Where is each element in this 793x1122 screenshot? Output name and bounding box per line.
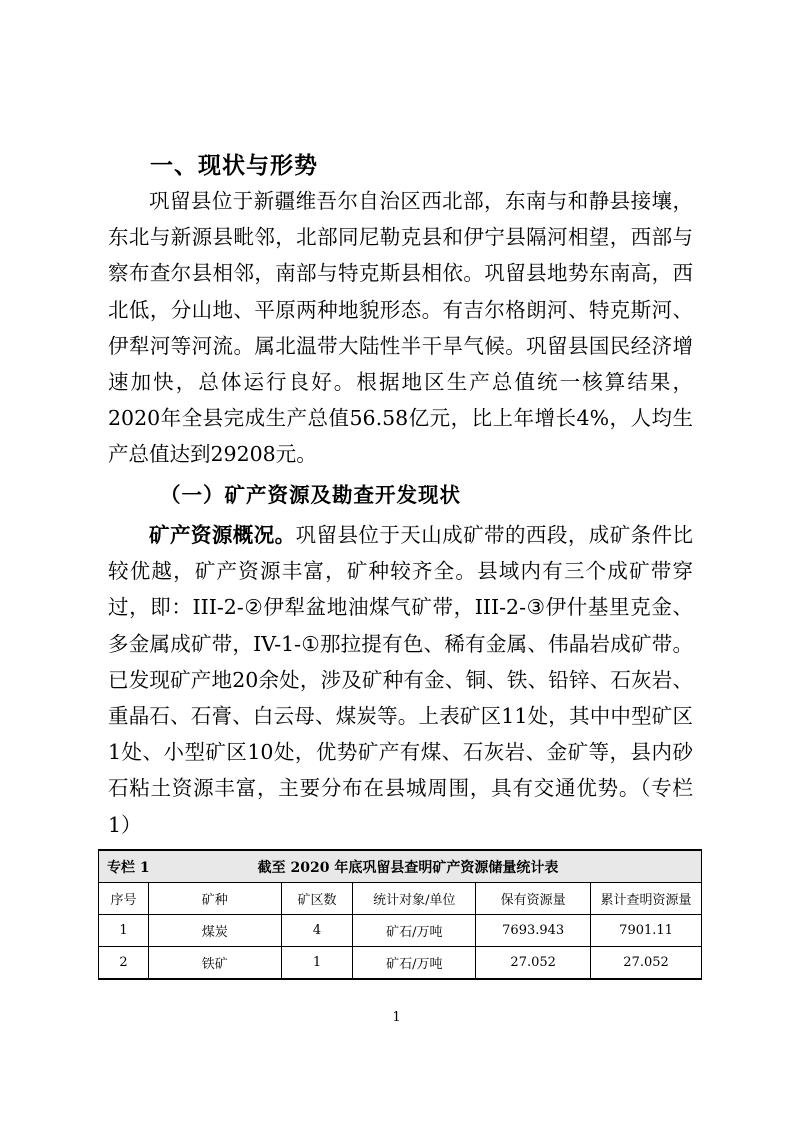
section-heading: 一、现状与形势	[150, 153, 318, 179]
table-cell: 煤炭	[148, 915, 281, 947]
table-cell: 1	[281, 947, 353, 980]
table-cell: 铁矿	[148, 947, 281, 980]
table-header: 保有资源量	[476, 883, 591, 915]
table-caption-row	[99, 850, 702, 883]
table-caption	[99, 850, 702, 883]
table-title: 截至 2020 年底巩留县查明矿产资源储量统计表	[257, 859, 559, 876]
table-cell: 2	[99, 947, 149, 980]
table-header: 序号	[99, 883, 149, 915]
table-cell: 矿石/万吨	[353, 947, 476, 980]
table-row	[99, 947, 702, 980]
overview-paragraph	[108, 517, 693, 843]
table-row	[99, 915, 702, 947]
table-cell: 4	[281, 915, 353, 947]
table-cell: 7901.11	[591, 915, 702, 947]
table-header: 矿种	[148, 883, 281, 915]
page-number: 1	[392, 1010, 401, 1025]
intro-paragraph: 巩留县位于新疆维吾尔自治区西北部，东南与和静县接壤，东北与新源县毗邻，北部同尼勒克县和伊宁县隔河相望，西部与察布查尔县相邻，南部与特克斯县相依。巩留县地势东南高，西北低，分山地、平原两种地貌形态。有吉尔格朗河、特克斯河、伊犁河等河流。属北温带大陆性半干旱气候。巩留县国民经济增速加快，总体运行良好。根据地区生产总值统一核算结果，2020年全县完成生产总值56.58亿元，比上年增长4%，人均生产总值达到29208元。	[108, 189, 693, 467]
table-header: 累计查明资源量	[591, 883, 702, 915]
table-cell: 1	[99, 915, 149, 947]
table-cell: 矿石/万吨	[353, 915, 476, 947]
overview-lead: 矿产资源概况。	[149, 523, 296, 547]
table-header-row	[99, 883, 702, 915]
subsection-heading: （一）矿产资源及勘查开发现状	[160, 483, 461, 507]
reserves-table	[98, 849, 702, 980]
table-header: 矿区数	[281, 883, 353, 915]
table-label: 专栏 1	[107, 859, 150, 876]
table-cell: 27.052	[476, 947, 591, 980]
table-cell: 7693.943	[476, 915, 591, 947]
table-header: 统计对象/单位	[353, 883, 476, 915]
overview-text: 巩留县位于天山成矿带的西段，成矿条件比较优越，矿产资源丰富，矿种较齐全。县域内有三个成矿带穿过，即：III-2-②伊犁盆地油煤气矿带，III-2-③伊什基里克金、多金属成矿带，IV-1-①那拉提有色、稀有金属、伟晶岩成矿带。已发现矿产地20余处，涉及矿种有金、铜、铁、铅锌、石灰岩、重晶石、石膏、白云母、煤炭等。上表矿区11处，其中中型矿区1处、小型矿区10处，优势矿产有煤、石灰岩、金矿等，县内砂石粘土资源丰富，主要分布在县城周围，具有交通优势。（专栏1）	[108, 523, 694, 837]
table-cell: 27.052	[591, 947, 702, 980]
